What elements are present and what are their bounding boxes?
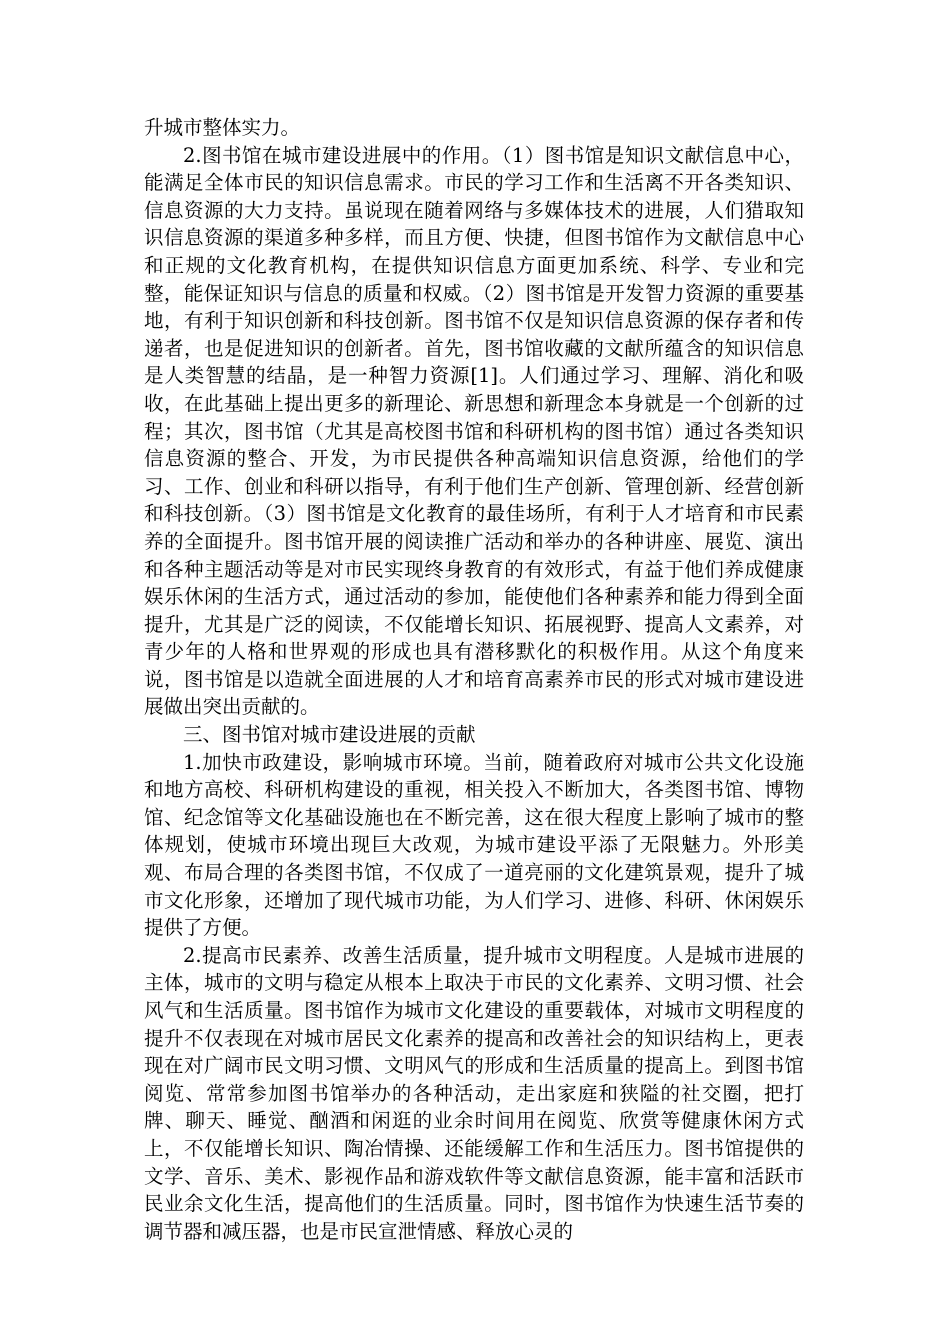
- section-heading: 三、图书馆对城市建设进展的贡献: [183, 723, 476, 747]
- paragraph-municipal-construction: 1.加快市政建设，影响城市环境。当前，随着政府对城市公共文化设施和地方高校、科研机构建设的重视，相关投入不断加大，各类图书馆、博物馆、纪念馆等文化基础设施也在不断完善，这在很大程度上影响了城市的整体规划，使城市环境出现巨大改观，为城市建设平添了无限魅力。外形美观、布局合理的各类图书馆，不仅成了一道亮丽的文化建筑景观，提升了城市文化形象，还增加了现代城市功能，为人们学习、进修、科研、休闲娱乐提供了方便。: [144, 750, 804, 940]
- paragraph-continuation: 升城市整体实力。: [144, 116, 301, 139]
- paragraph-library-role: 2.图书馆在城市建设进展中的作用。（1）图书馆是知识文献信息中心，能满足全体市民的知识信息需求。市民的学习工作和生活离不开各类知识、信息资源的大力支持。虽说现在随着网络与多媒体技术的进展，人们猎取知识信息资源的渠道多种多样，而且方便、快捷，但图书馆作为文献信息中心和正规的文化教育机构，在提供知识信息方面更加系统、科学、专业和完整，能保证知识与信息的质量和权威。（2）图书馆是开发智力资源的重要基地，有利于知识创新和科技创新。图书馆不仅是知识信息资源的保存者和传递者，也是促进知识的创新者。首先，图书馆收藏的文献所蕴含的知识信息是人类智慧的结晶，是一种智力资源[1]。人们通过学习、理解、消化和吸收，在此基础上提出更多的新理论、新思想和新理念本身就是一个创新的过程；其次，图书馆（尤其是高校图书馆和科研机构的图书馆）通过各类知识信息资源的整合、开发，为市民提供各种高端知识信息资源，给他们的学习、工作、创业和科研以指导，有利于他们生产创新、管理创新、经营创新和科技创新。（3）图书馆是文化教育的最佳场所，有利于人才培育和市民素养的全面提升。图书馆开展的阅读推广活动和举办的各种讲座、展览、演出和各种主题活动等是对市民实现终身教育的有效形式，有益于他们养成健康娱乐休闲的生活方式，通过活动的参加，能使他们各种素养和能力得到全面提升，尤其是广泛的阅读，不仅能增长知识、拓展视野、提高人文素养，对青少年的人格和世界观的形成也具有潜移默化的积极作用。从这个角度来说，图书馆是以造就全面进展的人才和培育高素养市民的形式对城市建设进展做出突出贡献的。: [144, 143, 804, 719]
- document-page: [144, 114, 804, 1245]
- paragraph-citizen-quality: 2.提高市民素养、改善生活质量，提升城市文明程度。人是城市进展的主体，城市的文明与稳定从根本上取决于市民的文化素养、文明习惯、社会风气和生活质量。图书馆作为城市文化建设的重要载体，对城市文明程度的提升不仅表现在对城市居民文化素养的提高和改善社会的知识结构上，更表现在对广阔市民文明习惯、文明风气的形成和生活质量的提高上。到图书馆阅览、常常参加图书馆举办的各种活动，走出家庭和狭隘的社交圈，把打牌、聊天、睡觉、酗酒和闲逛的业余时间用在阅览、欣赏等健康休闲方式上，不仅能增长知识、陶冶情操、还能缓解工作和生活压力。图书馆提供的文学、音乐、美术、影视作品和游戏软件等文献信息资源，能丰富和活跃市民业余文化生活，提高他们的生活质量。同时，图书馆作为快速生活节奏的调节器和减压器，也是市民宣泄情感、释放心灵的: [144, 943, 804, 1243]
